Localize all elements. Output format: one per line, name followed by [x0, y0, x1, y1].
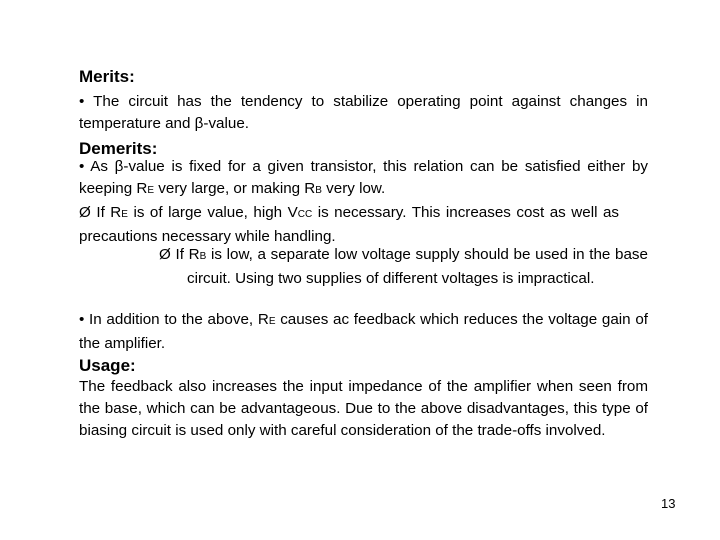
demerits-p2-text-a: If R [96, 204, 122, 221]
usage-heading: Usage: [79, 356, 136, 375]
merits-heading: Merits: [79, 67, 135, 86]
bullet: • [79, 311, 85, 328]
bullet: • [79, 93, 85, 110]
subscript-cc: CC [297, 209, 313, 220]
demerits-p2-text-c: is necessary. This increases cost as well as precautions necessary while handling. [79, 204, 619, 245]
subscript-b: B [315, 184, 322, 196]
subscript-b: B [199, 251, 207, 262]
demerits-p4-text-a: In addition to the above, R [89, 311, 269, 328]
merits-paragraph [79, 91, 648, 135]
subscript-e: E [268, 316, 276, 327]
bullet: • [79, 158, 85, 175]
subscript-e: E [147, 184, 155, 196]
demerits-paragraph-4 [79, 309, 648, 355]
demerits-p1-text-a: As β-value is fixed for a given transistor, this relation can be satisfied either by keeping R [79, 158, 648, 197]
demerits-p3-text-a: If R [175, 246, 200, 263]
demerits-heading: Demerits: [79, 139, 158, 158]
usage-paragraph: The feedback also increases the input impedance of the amplifier when seen from the base, which can be advantageous. Due to the above disadvantages, this type of biasing circuit is used only with careful consideration of the trade-offs involved. [79, 378, 648, 439]
demerits-p4-text-b: causes ac feedback which reduces the voltage gain of the amplifier. [79, 311, 648, 352]
demerits-paragraph-3 [159, 244, 648, 290]
arrow-bullet-icon: Ø [159, 246, 171, 263]
demerits-p1-text-c: very low. [321, 179, 386, 197]
demerits-paragraph-1 [79, 156, 648, 202]
arrow-bullet-icon: Ø [79, 204, 91, 221]
demerits-p1-text-b: very large, or making R [154, 179, 316, 197]
demerits-p2-text-b: is of large value, high V [127, 204, 298, 221]
merits-text: The circuit has the tendency to stabilize operating point against changes in temperature and β-value. [79, 93, 648, 132]
demerits-p3-text-b: is low, a separate low voltage supply should be used in the base circuit. Using two supplies of different voltages is impractical. [187, 246, 648, 287]
demerits-paragraph-2 [79, 202, 619, 248]
page-number: 13 [661, 496, 676, 511]
subscript-e: E [121, 209, 128, 220]
